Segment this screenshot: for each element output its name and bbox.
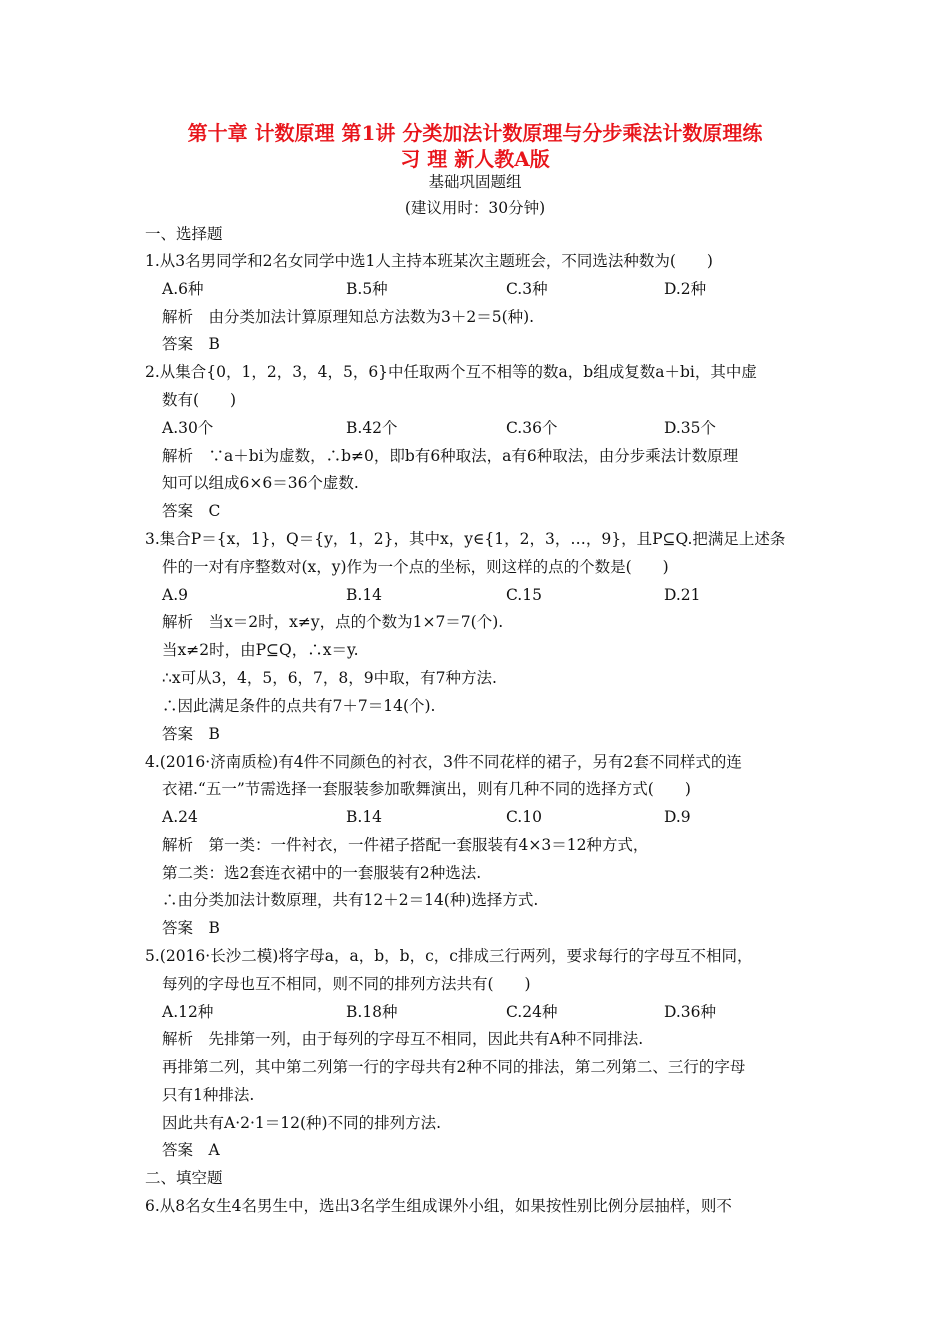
q4-analysis-line-3: ∴由分类加法计数原理，共有12＋2＝14(种)选择方式.	[162, 891, 539, 909]
q3-analysis-line-4: ∴因此满足条件的点共有7＋7＝14(个).	[162, 697, 436, 715]
q2-stem-line-2: 数有( )	[162, 391, 237, 409]
time-note: (建议用时：30分钟)	[404, 199, 546, 217]
q2-option-d: D.35个	[664, 419, 717, 437]
q2-option-a: A.30个	[162, 419, 214, 437]
q5-option-b: B.18种	[346, 1003, 398, 1021]
q1-option-a: A.6种	[162, 280, 204, 298]
q1-analysis: 解析 由分类加法计算原理知总方法数为3＋2＝5(种).	[162, 308, 535, 326]
q1-stem: 1.从3名男同学和2名女同学中选1人主持本班某次主题班会，不同选法种数为( )	[145, 252, 713, 270]
q4-analysis-line-1: 解析 第一类：一件衬衣，一件裙子搭配一套服装有4×3＝12种方式，	[162, 836, 649, 854]
q5-stem-line-1: 5.(2016·长沙二模)将字母a，a，b，b，c，c排成三行两列，要求每行的字母互不相同，	[145, 947, 753, 965]
q5-analysis-line-3: 只有1种排法.	[162, 1086, 255, 1104]
q3-option-a: A.9	[162, 586, 188, 604]
q3-option-c: C.15	[506, 586, 542, 604]
q4-stem-line-1: 4.(2016·济南质检)有4件不同颜色的衬衣，3件不同花样的裙子，另有2套不同样式的连	[145, 753, 742, 771]
q4-analysis-line-2: 第二类：选2套连衣裙中的一套服装有2种选法.	[162, 864, 482, 882]
q3-stem-line-2: 件的一对有序整数对(x，y)作为一个点的坐标，则这样的点的个数是( )	[162, 558, 669, 576]
q5-option-a: A.12种	[162, 1003, 214, 1021]
section-choice-heading: 一、选择题	[145, 225, 223, 243]
q2-option-b: B.42个	[346, 419, 398, 437]
q3-answer: 答案 B	[162, 725, 220, 743]
q2-stem-line-1: 2.从集合{0，1，2，3，4，5，6}中任取两个互不相等的数a，b组成复数a＋bi，其中虚	[145, 363, 757, 381]
q3-analysis-line-3: ∴x可从3，4，5，6，7，8，9中取，有7种方法.	[162, 669, 497, 687]
q2-answer: 答案 C	[162, 502, 221, 520]
q5-option-c: C.24种	[506, 1003, 558, 1021]
q3-option-b: B.14	[346, 586, 383, 604]
q4-stem-line-2: 衣裙.“五一”节需选择一套服装参加歌舞演出，则有几种不同的选择方式( )	[162, 780, 691, 798]
q1-option-b: B.5种	[346, 280, 388, 298]
q5-analysis-line-1: 解析 先排第一列，由于每列的字母互不相同，因此共有A种不同排法.	[162, 1030, 644, 1048]
section-fill-heading: 二、填空题	[145, 1169, 223, 1187]
document-title	[120, 120, 830, 172]
q3-analysis-line-1: 解析 当x＝2时，x≠y，点的个数为1×7＝7(个).	[162, 613, 504, 631]
q4-option-c: C.10	[506, 808, 542, 826]
q3-option-d: D.21	[664, 586, 701, 604]
q2-analysis-line-2: 知可以组成6×6＝36个虚数.	[162, 474, 359, 492]
q3-stem-line-1: 3.集合P＝{x，1}，Q＝{y，1，2}，其中x，y∈{1，2，3，…，9}，且P⊆Q.把满足上述条	[145, 530, 786, 548]
title-line-1: 第十章 计数原理 第1讲 分类加法计数原理与分步乘法计数原理练	[187, 121, 763, 145]
q1-option-c: C.3种	[506, 280, 548, 298]
q2-analysis-line-1: 解析 ∵a＋bi为虚数，∴b≠0，即b有6种取法，a有6种取法，由分步乘法计数原理	[162, 447, 739, 465]
subtitle: 基础巩固题组	[428, 173, 522, 191]
q5-analysis-line-2: 再排第二列，其中第二列第一行的字母共有2种不同的排法，第二列第二、三行的字母	[162, 1058, 746, 1076]
q1-option-d: D.2种	[664, 280, 707, 298]
q4-option-d: D.9	[664, 808, 691, 826]
q5-analysis-line-4: 因此共有A·2·1＝12(种)不同的排列方法.	[162, 1114, 442, 1132]
q4-answer: 答案 B	[162, 919, 220, 937]
q2-option-c: C.36个	[506, 419, 558, 437]
q5-stem-line-2: 每列的字母也互不相同，则不同的排列方法共有( )	[162, 975, 531, 993]
q6-stem-line-1: 6.从8名女生4名男生中，选出3名学生组成课外小组，如果按性别比例分层抽样，则不	[145, 1197, 732, 1215]
q4-option-a: A.24	[162, 808, 198, 826]
q3-analysis-line-2: 当x≠2时，由P⊆Q，∴x＝y.	[162, 641, 359, 659]
q1-answer: 答案 B	[162, 335, 220, 353]
q5-answer: 答案 A	[162, 1141, 220, 1159]
q4-option-b: B.14	[346, 808, 383, 826]
title-line-2: 习 理 新人教A版	[400, 147, 550, 171]
q5-option-d: D.36种	[664, 1003, 717, 1021]
